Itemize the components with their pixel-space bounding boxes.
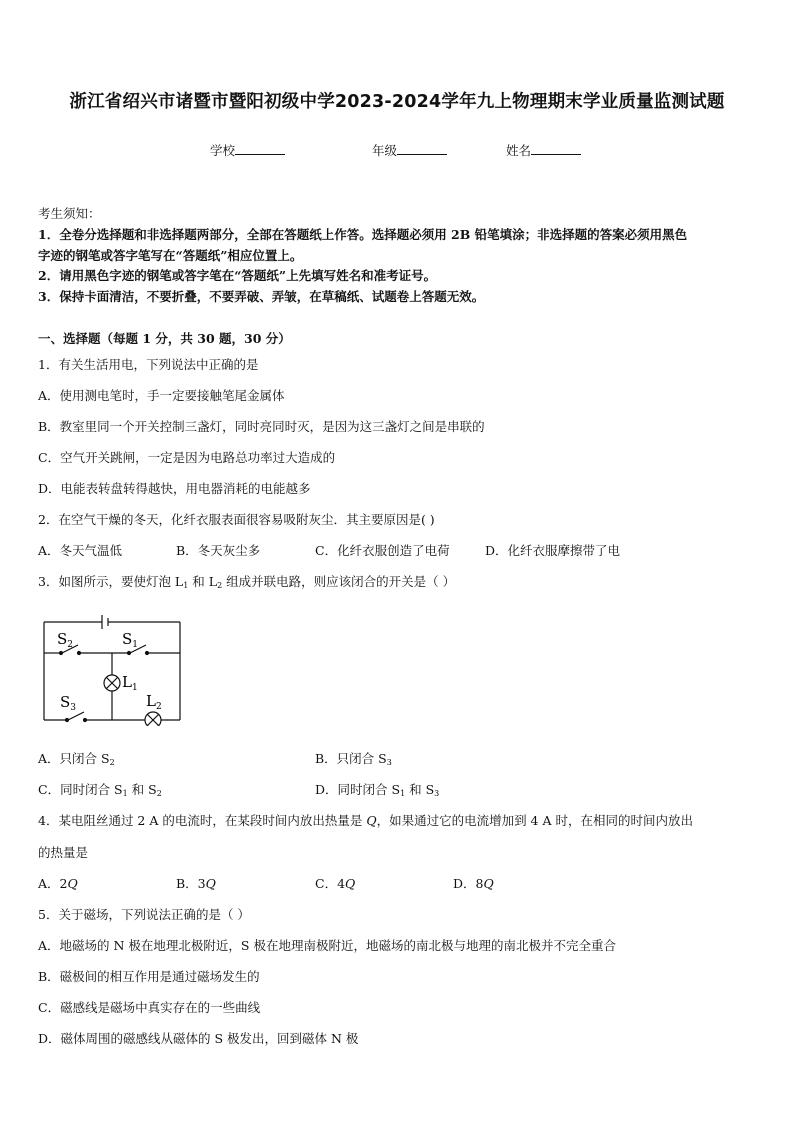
q5-option-a: A．地磁场的 N 极在地理北极附近，S 极在地理南极附近，地磁场的南北极与地理的南北极并不完全重合 (38, 938, 616, 953)
q2-option-b: B．冬天灰尘多 (176, 543, 261, 558)
q3-option-d: D．同时闭合 $S_1$ 和 $S_3$ (315, 782, 440, 798)
lamp-l1-icon (104, 675, 120, 691)
grade-blank (397, 142, 447, 155)
q1-option-b: B．教室里同一个开关控制三盏灯，同时亮同时灭，是因为这三盏灯之间是串联的 (38, 419, 485, 434)
circuit-diagram (36, 614, 186, 726)
switch-s2-label: $S_2$ (57, 630, 74, 650)
page-title: 浙江省绍兴市诸暨市暨阳初级中学2023-2024学年九上物理期末学业质量监测试题 (69, 92, 725, 112)
q3-option-a: A．只闭合 $S_2$ (38, 751, 115, 767)
school-field (210, 141, 285, 159)
switch-s1-label: $S_1$ (122, 630, 139, 650)
q4-stem: 4．某电阻丝通过 2 A 的电流时，在某段时间内放出热量是 Q，如果通过它的电流增加到 4 A 时，在相同的时间内放出 (38, 813, 693, 828)
q2-option-a: A．冬天气温低 (38, 543, 123, 558)
q3-option-c: C．同时闭合 $S_1$ 和 $S_2$ (38, 782, 162, 798)
q2-stem: 2．在空气干燥的冬天，化纤衣服表面很容易吸附灰尘．其主要原因是( ) (38, 512, 435, 527)
lamp-l2-icon (145, 712, 161, 726)
notice-item-2: 2．请用黑色字迹的钢笔或答字笔在“答题纸”上先填写姓名和准考证号。 (38, 268, 437, 283)
q3-option-b: B．只闭合 $S_3$ (315, 751, 392, 767)
q1-option-a: A．使用测电笔时，手一定要接触笔尾金属体 (38, 388, 285, 403)
grade-label: 年级 (372, 143, 398, 158)
grade-field (372, 141, 447, 159)
notice-item-3: 3．保持卡面清洁，不要折叠，不要弄破、弄皱，在草稿纸、试题卷上答题无效。 (38, 289, 485, 304)
q4-option-c: C．4Q (315, 876, 356, 891)
q5-stem: 5．关于磁场，下列说法正确的是（ ） (38, 907, 250, 922)
notice-heading: 考生须知： (38, 206, 101, 221)
name-label: 姓名 (506, 143, 532, 158)
notice-item-1-cont: 字迹的钢笔或答字笔写在“答题纸”相应位置上。 (38, 248, 303, 263)
school-label: 学校 (210, 143, 236, 158)
q3-stem: 3．如图所示，要使灯泡 $L_1$ 和 $L_2$ 组成并联电路，则应该闭合的开关是（ ） (38, 574, 456, 590)
q5-option-b: B．磁极间的相互作用是通过磁场发生的 (38, 969, 260, 984)
q2-option-d: D．化纤衣服摩擦带了电 (485, 543, 621, 558)
q1-option-c: C．空气开关跳闸，一定是因为电路总功率过大造成的 (38, 450, 336, 465)
notice-item-1: 1．全卷分选择题和非选择题两部分，全部在答题纸上作答。选择题必须用 2B 铅笔填涂；非选择题的答案必须用黑色 (38, 227, 688, 242)
q1-option-d: D．电能表转盘转得越快，用电器消耗的电能越多 (38, 481, 311, 496)
switch-s3-label: $S_3$ (60, 693, 77, 713)
q4-option-a: A．2Q (38, 876, 78, 891)
section-heading: 一、选择题（每题 1 分，共 30 题，30 分） (38, 331, 291, 346)
q2-option-c: C．化纤衣服创造了电荷 (315, 543, 450, 558)
q5-option-c: C．磁感线是磁场中真实存在的一些曲线 (38, 1000, 261, 1015)
q4-option-d: D．8Q (453, 876, 494, 891)
q4-stem-cont: 的热量是 (38, 845, 89, 860)
q1-stem: 1．有关生活用电，下列说法中正确的是 (38, 357, 259, 372)
lamp-l2-label: $L_2$ (146, 692, 162, 712)
name-blank (531, 142, 581, 155)
q4-option-b: B．3Q (176, 876, 216, 891)
name-field (506, 141, 581, 159)
lamp-l1-label: $L_1$ (122, 673, 138, 693)
q5-option-d: D．磁体周围的磁感线从磁体的 S 极发出，回到磁体 N 极 (38, 1031, 359, 1046)
school-blank (235, 142, 285, 155)
